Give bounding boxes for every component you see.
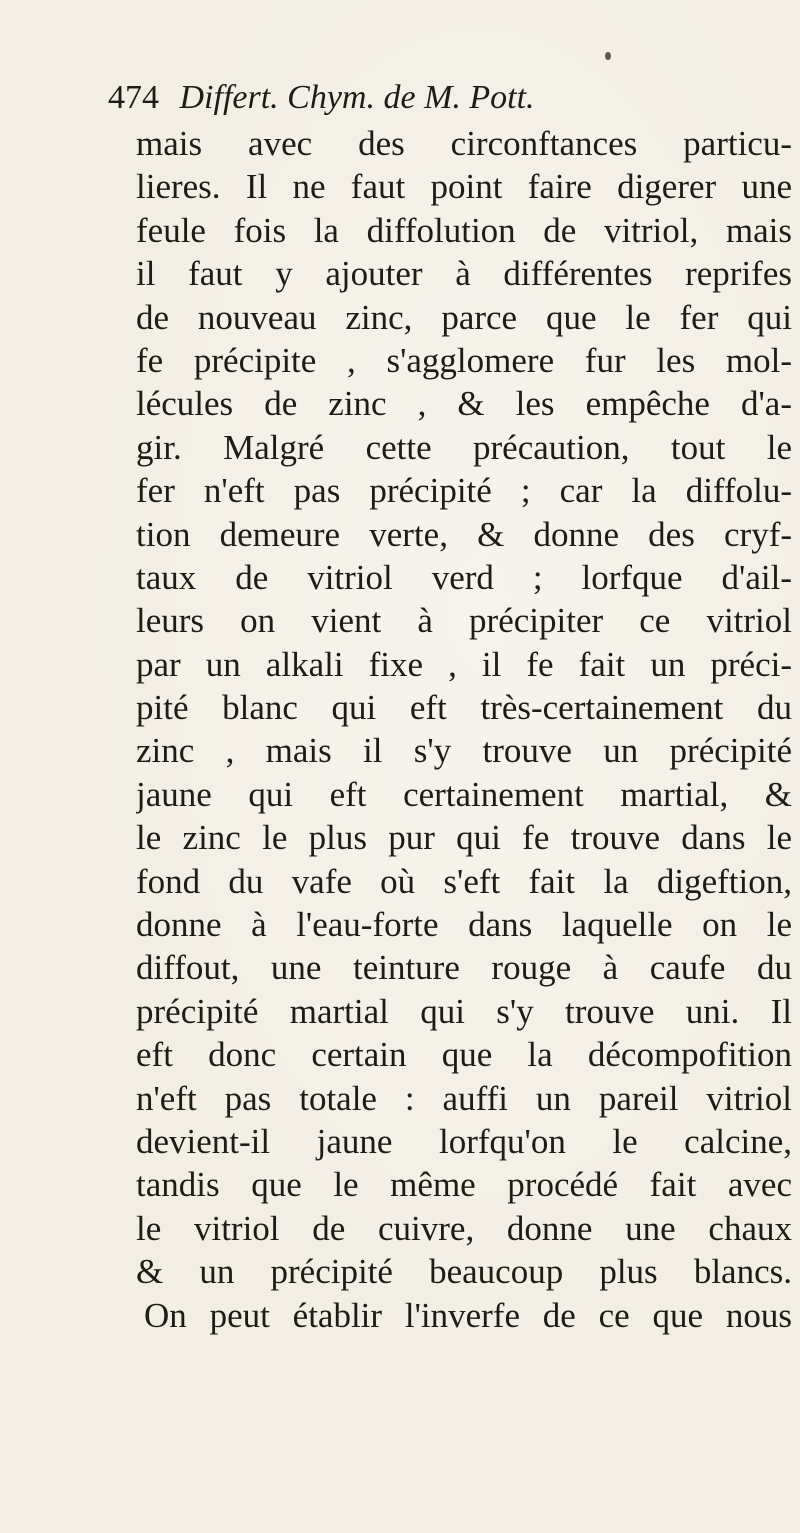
text-line-12: leurs on vient à précipiter ce vitriol — [136, 601, 792, 641]
text-line-11: taux de vitriol verd ; lorfque d'ail- — [136, 557, 792, 597]
text-line-9: fer n'eft pas précipité ; car la diffolu- — [136, 471, 792, 511]
text-line-14: pité blanc qui eft très-certainement du — [136, 688, 792, 728]
text-line-3: feule fois la diffolution de vitriol, mais — [136, 210, 792, 250]
text-line-16: jaune qui eft certainement martial, & — [136, 774, 792, 814]
text-line-25: tandis que le même procédé fait avec — [136, 1165, 792, 1205]
text-line-6: fe précipite , s'agglomere fur les mol- — [136, 340, 792, 380]
text-line-8: gir. Malgré cette précaution, tout le — [136, 427, 792, 467]
text-line-17: le zinc le plus pur qui fe trouve dans le — [136, 818, 792, 858]
text-line-2: lieres. Il ne faut point faire digerer une — [136, 167, 792, 207]
text-line-1: mais avec des circonftances particu- — [136, 124, 792, 163]
text-line-21: précipité martial qui s'y trouve uni. Il — [136, 991, 792, 1031]
text-line-19: donne à l'eau-forte dans laquelle on le — [136, 905, 792, 945]
running-title: Differt. Chym. de M. Pott. — [179, 79, 535, 116]
text-line-22: eft donc certain que la décompofition — [136, 1035, 792, 1075]
body-text — [136, 122, 792, 1337]
text-line-26: le vitriol de cuivre, donne une chaux — [136, 1208, 792, 1248]
page-header — [108, 76, 768, 120]
text-line-28: On peut établir l'inverfe de ce que nous — [144, 1295, 792, 1335]
text-line-4: il faut y ajouter à différentes reprifes — [136, 254, 792, 294]
text-line-20: diffout, une teinture rouge à caufe du — [136, 948, 792, 988]
ink-speck — [605, 52, 611, 60]
text-line-5: de nouveau zinc, parce que le fer qui — [136, 297, 792, 337]
page-number: 474 — [108, 79, 159, 116]
text-line-10: tion demeure verte, & donne des cryf- — [136, 514, 792, 554]
text-line-24: devient-il jaune lorfqu'on le calcine, — [136, 1121, 792, 1161]
text-line-27: & un précipité beaucoup plus blancs. — [136, 1252, 792, 1292]
text-line-13: par un alkali fixe , il fe fait un préci- — [136, 644, 792, 684]
text-line-18: fond du vafe où s'eft fait la digeftion, — [136, 861, 792, 901]
text-line-23: n'eft pas totale : auffi un pareil vitriol — [136, 1078, 792, 1118]
text-line-15: zinc , mais il s'y trouve un précipité — [136, 731, 792, 771]
text-line-7: lécules de zinc , & les empêche d'a- — [136, 384, 792, 424]
